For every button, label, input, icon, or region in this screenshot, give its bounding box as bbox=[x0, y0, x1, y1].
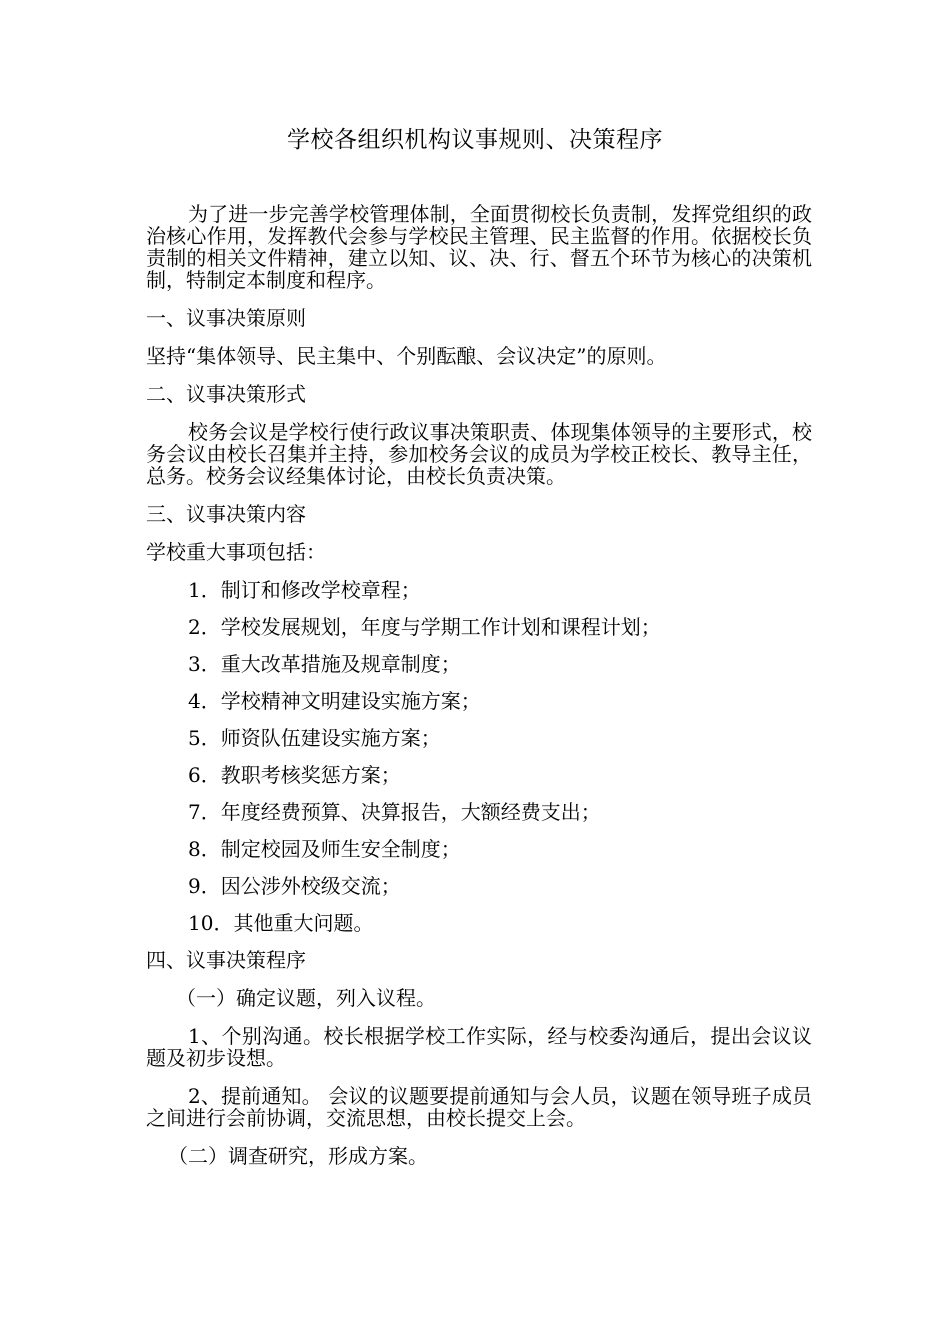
list-item: 9．因公涉外校级交流； bbox=[188, 874, 401, 898]
section-heading: 二、议事决策形式 bbox=[146, 382, 306, 406]
document-title: 学校各组织机构议事规则、决策程序 bbox=[287, 127, 663, 153]
section-paragraph: 1、个别沟通。校长根据学校工作实际，经与校委沟通后，提出会议议题及初步设想。 bbox=[146, 1024, 812, 1070]
subsection-heading: （一）确定议题，列入议程。 bbox=[176, 986, 436, 1010]
section-paragraph: 校务会议是学校行使行政议事决策职责、体现集体领导的主要形式，校务会议由校长召集并主持，参加校务会议的成员为学校正校长、教导主任，总务。校务会议经集体讨论，由校长负责决策。 bbox=[146, 420, 812, 488]
section-text: 坚持“集体领导、民主集中、个别酝酿、会议决定”的原则。 bbox=[146, 344, 667, 368]
list-item: 6．教职考核奖惩方案； bbox=[188, 763, 401, 787]
list-item: 8．制定校园及师生安全制度； bbox=[188, 837, 461, 861]
list-item: 10．其他重大问题。 bbox=[188, 911, 374, 935]
list-item: 5．师资队伍建设实施方案； bbox=[188, 726, 441, 750]
subsection-heading: （二）调查研究，形成方案。 bbox=[168, 1144, 428, 1168]
list-item: 1．制订和修改学校章程； bbox=[188, 578, 421, 602]
intro-paragraph: 为了进一步完善学校管理体制，全面贯彻校长负责制，发挥党组织的政治核心作用，发挥教代会参与学校民主管理、民主监督的作用。依据校长负责制的相关文件精神，建立以知、议、决、行、督五个环节为核心的决策机制，特制定本制度和程序。 bbox=[146, 202, 812, 292]
section-paragraph: 2、提前通知。 会议的议题要提前通知与会人员，议题在领导班子成员之间进行会前协调，交流思想，由校长提交上会。 bbox=[146, 1084, 812, 1130]
section-heading: 三、议事决策内容 bbox=[146, 502, 306, 526]
list-item: 3．重大改革措施及规章制度； bbox=[188, 652, 461, 676]
section-heading: 四、议事决策程序 bbox=[146, 948, 306, 972]
list-item: 4．学校精神文明建设实施方案； bbox=[188, 689, 481, 713]
list-item: 7．年度经费预算、决算报告，大额经费支出； bbox=[188, 800, 601, 824]
section-lead: 学校重大事项包括： bbox=[146, 540, 326, 564]
document-body bbox=[146, 203, 812, 1167]
section-heading: 一、议事决策原则 bbox=[146, 306, 306, 330]
list-item: 2．学校发展规划，年度与学期工作计划和课程计划； bbox=[188, 615, 661, 639]
